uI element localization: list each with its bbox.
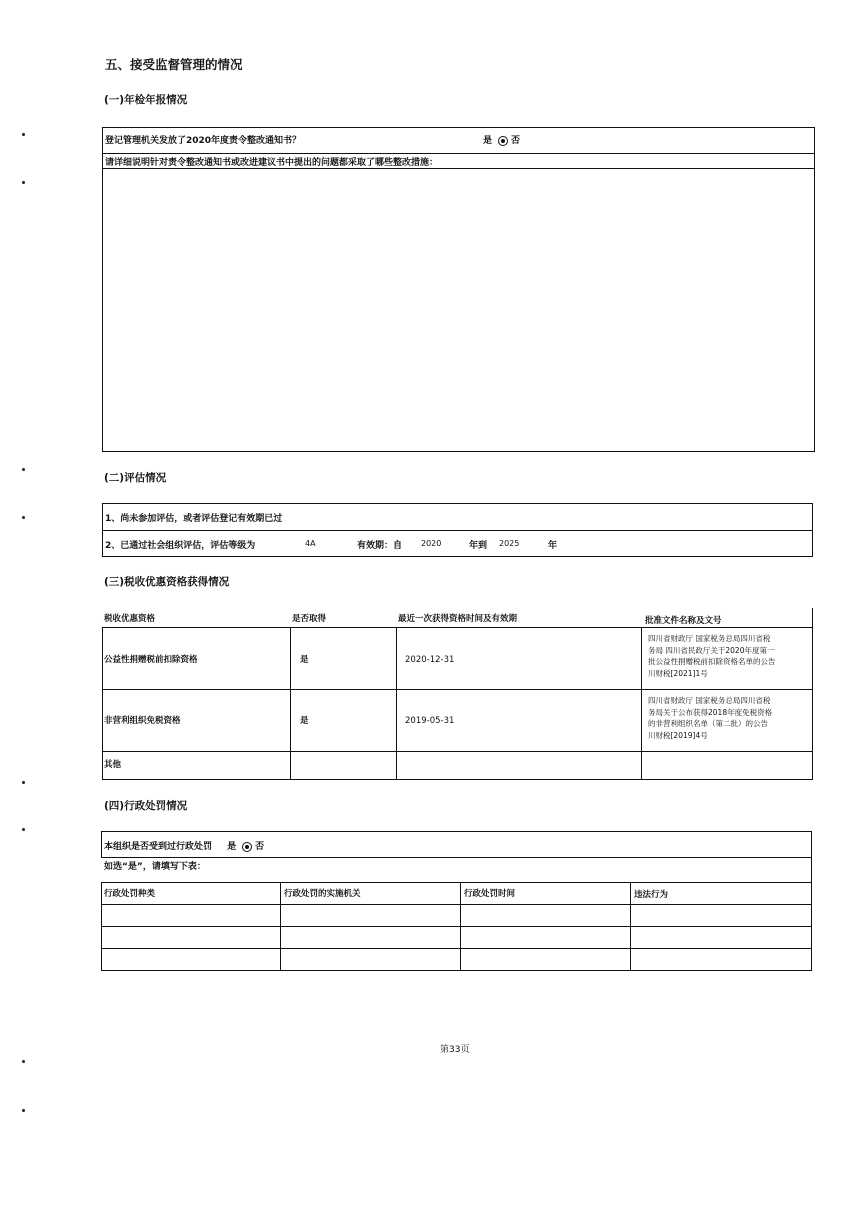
margin-dot xyxy=(22,516,25,519)
evaluation-grade: 4A xyxy=(305,539,316,548)
table-line xyxy=(102,751,813,752)
table-line xyxy=(280,882,281,971)
tax-title: (三)税收优惠资格获得情况 xyxy=(104,576,230,588)
table-line xyxy=(102,627,103,780)
option-yes[interactable]: 是 xyxy=(483,136,493,146)
annual-check-question: 登记管理机关发放了2020年度责令整改通知书？ xyxy=(105,136,302,146)
table-line xyxy=(101,904,812,905)
table-line xyxy=(101,882,102,971)
table-line xyxy=(396,627,397,780)
table-row-name: 公益性捐赠税前扣除资格 xyxy=(104,655,198,665)
evaluation-title: (二)评估情况 xyxy=(104,472,167,484)
section-title: 五、接受监督管理的情况 xyxy=(105,57,243,72)
annual-check-box xyxy=(102,127,815,452)
evaluation-row-2-prefix: 2、已通过社会组织评估，评估等级为 xyxy=(105,541,256,551)
margin-dot xyxy=(22,781,25,784)
table-row-date: 2020-12-31 xyxy=(405,655,455,665)
option-no[interactable]: 否 xyxy=(511,136,521,146)
annual-check-instruction: 请详细说明针对责令整改通知书或改进建议书中提出的问题都采取了哪些整改措施： xyxy=(105,158,439,168)
penalty-header-time: 行政处罚时间 xyxy=(464,889,516,899)
margin-dot xyxy=(22,468,25,471)
valid-to-year: 2025 xyxy=(499,539,520,548)
evaluation-box xyxy=(102,503,813,557)
table-line xyxy=(102,627,813,628)
table-line xyxy=(630,882,631,971)
table-line xyxy=(812,608,813,780)
penalty-question-box xyxy=(101,831,812,858)
annual-check-options xyxy=(483,133,520,146)
divider xyxy=(103,530,812,531)
penalty-question-text: 本组织是否受到过行政处罚 xyxy=(104,842,213,852)
evaluation-row-1: 1、尚未参加评估，或者评估登记有效期已过 xyxy=(105,514,283,524)
penalty-fill-note: 如选“是”，请填写下表： xyxy=(104,862,206,872)
margin-dot xyxy=(22,181,25,184)
valid-year-suffix: 年 xyxy=(548,541,558,551)
valid-to-label: 年到 xyxy=(469,541,488,551)
table-row-doc: 四川省财政厅 国家税务总局四川省税 务局 四川省民政厅关于2020年度第一 批公益性捐赠税前扣除资格名单的公告 川财税[2021]1号 xyxy=(648,634,776,678)
option-yes[interactable]: 是 xyxy=(227,842,237,852)
radio-selected-icon[interactable] xyxy=(498,136,508,146)
table-row-name: 其他 xyxy=(104,760,122,770)
table-line xyxy=(102,689,813,690)
table-line xyxy=(811,858,812,971)
penalty-title: (四)行政处罚情况 xyxy=(104,800,188,812)
radio-selected-icon[interactable] xyxy=(242,842,252,852)
margin-dot xyxy=(22,1060,25,1063)
table-line xyxy=(101,926,812,927)
valid-label: 有效期：自 xyxy=(357,541,403,551)
divider xyxy=(103,168,814,169)
penalty-header-violation: 违法行为 xyxy=(634,890,669,900)
tax-header-qualification: 税收优惠资格 xyxy=(104,614,156,624)
penalty-header-type: 行政处罚种类 xyxy=(104,889,156,899)
valid-from-year: 2020 xyxy=(421,539,442,548)
table-line xyxy=(101,948,812,949)
table-row-obtained: 是 xyxy=(300,655,309,665)
table-row-name: 非营利组织免税资格 xyxy=(104,716,181,726)
tax-header-document: 批准文件名称及文号 xyxy=(645,616,722,626)
table-line xyxy=(102,779,813,780)
table-row-doc: 四川省财政厅 国家税务总局四川省税 务局关于公布获得2018年度免税资格 的非营利组织名单（第二批）的公告 川财税[2019]4号 xyxy=(648,696,773,740)
page-number: 第33页 xyxy=(440,1045,470,1055)
penalty-header-authority: 行政处罚的实施机关 xyxy=(284,889,361,899)
table-line xyxy=(101,882,812,883)
table-row-obtained: 是 xyxy=(300,716,309,726)
tax-header-obtained: 是否取得 xyxy=(292,614,327,624)
table-row-date: 2019-05-31 xyxy=(405,716,455,726)
annual-check-title: (一)年检年报情况 xyxy=(104,94,188,106)
margin-dot xyxy=(22,1109,25,1112)
margin-dot xyxy=(22,133,25,136)
table-line xyxy=(641,627,642,780)
table-line xyxy=(101,970,812,971)
tax-header-time: 最近一次获得资格时间及有效期 xyxy=(398,614,518,624)
margin-dot xyxy=(22,828,25,831)
divider xyxy=(103,153,814,154)
table-line xyxy=(460,882,461,971)
penalty-question xyxy=(104,839,264,852)
table-line xyxy=(290,627,291,780)
option-no[interactable]: 否 xyxy=(255,842,265,852)
